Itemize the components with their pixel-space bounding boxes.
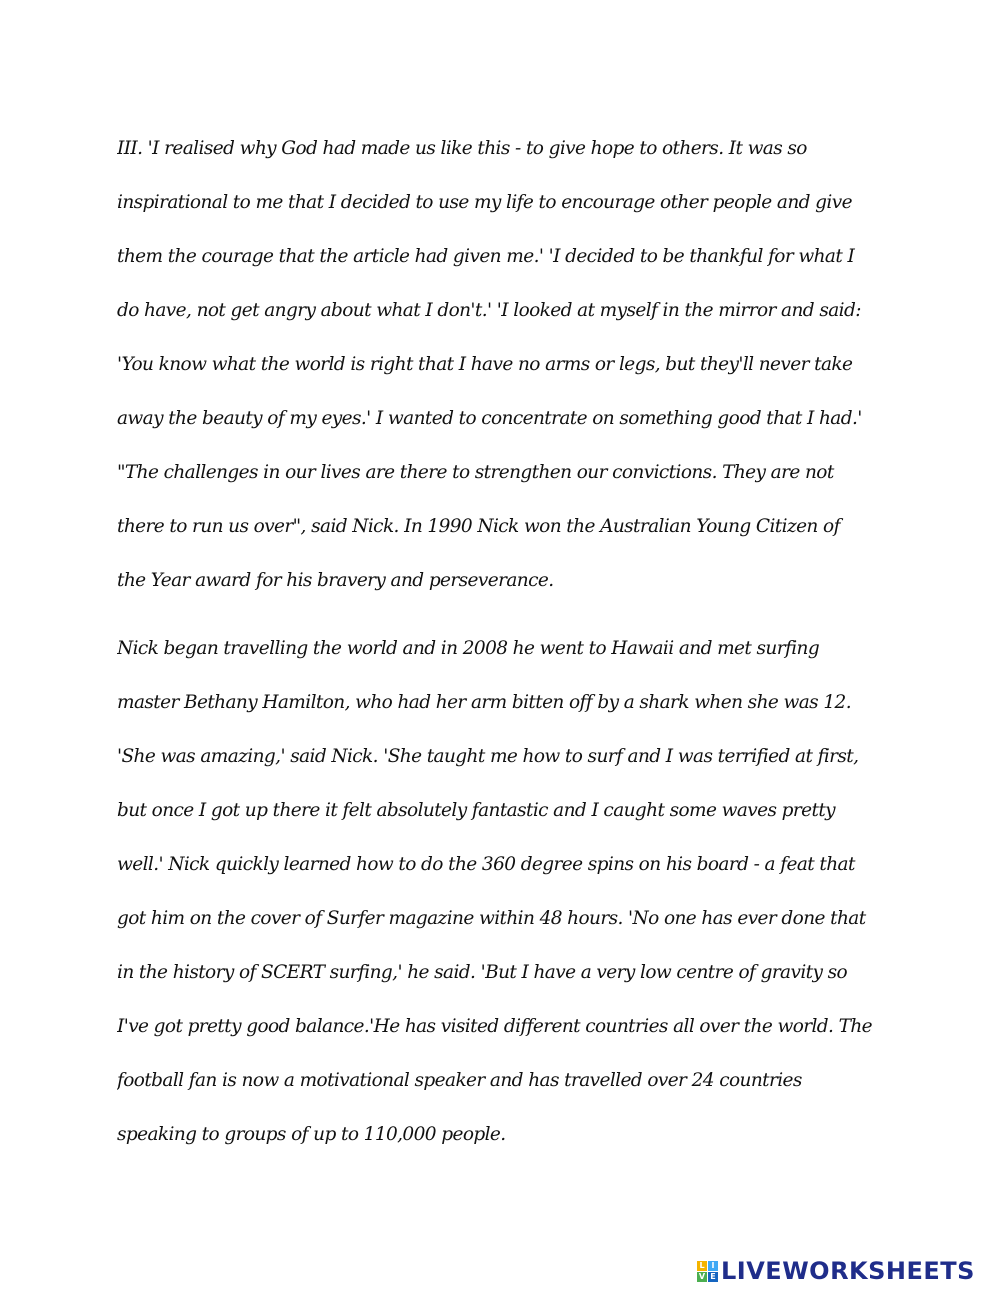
text-line: 'She was amazing,' said Nick. 'She taught me how to surf and I was terrified at first,	[117, 746, 859, 767]
paragraph-1	[117, 122, 897, 608]
logo-square-e: E	[708, 1272, 718, 1282]
text-line: football fan is now a motivational speaker and has travelled over 24 countries	[117, 1070, 802, 1091]
text-line: I've got pretty good balance.'He has visited different countries all over the world. The	[117, 1016, 873, 1037]
text-line: "The challenges in our lives are there to strengthen our convictions. They are not	[117, 462, 834, 483]
text-line: them the courage that the article had given me.' 'I decided to be thankful for what I	[117, 246, 855, 267]
paragraph-2	[117, 622, 897, 1162]
text-line: inspirational to me that I decided to use my life to encourage other people and give	[117, 192, 852, 213]
text-line: the Year award for his bravery and perseverance.	[117, 570, 554, 591]
text-line: in the history of SCERT surfing,' he said. 'But I have a very low centre of gravity so	[117, 962, 848, 983]
text-line: master Bethany Hamilton, who had her arm bitten off by a shark when she was 12.	[117, 692, 851, 713]
text-line: away the beauty of my eyes.' I wanted to concentrate on something good that I had.'	[117, 408, 862, 429]
liveworksheets-logo	[697, 1256, 975, 1286]
logo-text: LIVEWORKSHEETS	[721, 1257, 975, 1285]
text-line: 'You know what the world is right that I have no arms or legs, but they'll never take	[117, 354, 853, 375]
text-line: but once I got up there it felt absolutely fantastic and I caught some waves pretty	[117, 800, 836, 821]
logo-square-l: L	[697, 1261, 707, 1271]
text-line: well.' Nick quickly learned how to do the 360 degree spins on his board - a feat that	[117, 854, 855, 875]
logo-square-i: I	[708, 1261, 718, 1271]
text-line: got him on the cover of Surfer magazine within 48 hours. 'No one has ever done that	[117, 908, 866, 929]
logo-square-v: V	[698, 1271, 706, 1281]
text-line: Nick began travelling the world and in 2008 he went to Hawaii and met surfing	[117, 638, 820, 659]
logo-mark-icon	[697, 1261, 718, 1282]
text-line: speaking to groups of up to 110,000 people.	[117, 1124, 506, 1145]
text-line: there to run us over", said Nick. In 1990 Nick won the Australian Young Citizen of	[117, 516, 840, 537]
text-line: III. 'I realised why God had made us like this - to give hope to others. It was so	[117, 138, 807, 159]
text-line: do have, not get angry about what I don't.' 'I looked at myself in the mirror and said:	[117, 300, 861, 321]
